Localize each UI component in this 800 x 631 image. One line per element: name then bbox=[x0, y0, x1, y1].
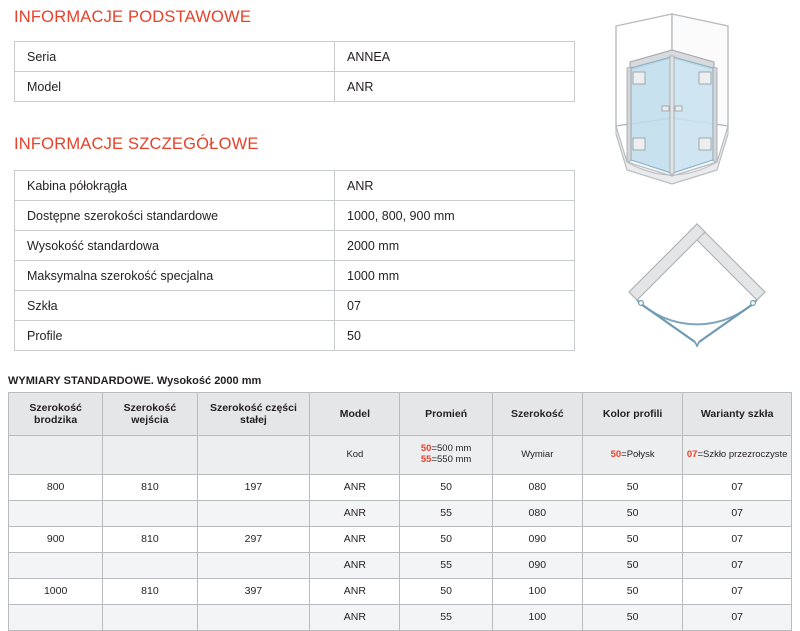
profile-color-code: 50 bbox=[610, 448, 622, 460]
dims-header-cell: Szerokość wejścia bbox=[103, 393, 197, 436]
cell-wejscie bbox=[103, 501, 197, 527]
detail-row-value: 1000, 800, 900 mm bbox=[335, 201, 575, 231]
cell-szerokosc: 100 bbox=[492, 579, 582, 605]
cell-szerokosc: 100 bbox=[492, 605, 582, 631]
detail-row-label: Kabina półokrągła bbox=[15, 171, 335, 201]
table-row bbox=[9, 553, 792, 579]
cell-szklo: 07 bbox=[683, 605, 792, 631]
dims-caption-sub: Wysokość 2000 mm bbox=[156, 375, 262, 387]
detail-row-label: Dostępne szerokości standardowe bbox=[15, 201, 335, 231]
dims-subheader-cell bbox=[103, 436, 197, 475]
dims-caption-main: WYMIARY STANDARDOWE. bbox=[8, 375, 154, 387]
cell-szerokosc: 090 bbox=[492, 527, 582, 553]
table-row bbox=[15, 321, 575, 351]
cell-model: ANR bbox=[310, 527, 400, 553]
basic-row-label: Model bbox=[15, 72, 335, 102]
dims-header-cell: Szerokość bbox=[492, 393, 582, 436]
cell-brodzik: 800 bbox=[9, 475, 103, 501]
radius-code-50: 50 bbox=[420, 443, 432, 455]
plan-curved-front bbox=[637, 300, 757, 346]
cell-stala bbox=[197, 553, 310, 579]
shower-enclosure-plan-illustration bbox=[625, 218, 775, 353]
cell-szklo: 07 bbox=[683, 553, 792, 579]
dims-header-cell: Szerokość brodzika bbox=[9, 393, 103, 436]
cell-wejscie bbox=[103, 553, 197, 579]
cell-promien: 50 bbox=[400, 579, 492, 605]
dims-header-cell: Warianty szkła bbox=[683, 393, 792, 436]
table-row bbox=[15, 291, 575, 321]
cell-stala: 197 bbox=[197, 475, 310, 501]
radius-text-50: =500 mm bbox=[431, 443, 472, 455]
detail-row-value: 50 bbox=[335, 321, 575, 351]
detail-row-value: ANR bbox=[335, 171, 575, 201]
dims-subheader-radius bbox=[400, 436, 492, 475]
radius-code-55: 55 bbox=[420, 454, 432, 465]
cell-model: ANR bbox=[310, 553, 400, 579]
dims-subheader-code: Kod bbox=[310, 436, 400, 475]
cell-szklo: 07 bbox=[683, 501, 792, 527]
cell-kolor: 50 bbox=[582, 605, 682, 631]
cell-kolor: 50 bbox=[582, 579, 682, 605]
cell-promien: 50 bbox=[400, 475, 492, 501]
cell-model: ANR bbox=[310, 501, 400, 527]
cell-brodzik: 900 bbox=[9, 527, 103, 553]
table-row bbox=[15, 231, 575, 261]
cell-stala bbox=[197, 501, 310, 527]
profile-color-text: =Połysk bbox=[621, 448, 655, 460]
table-row bbox=[15, 171, 575, 201]
basic-row-value: ANNEA bbox=[335, 42, 575, 72]
dims-header-cell: Promień bbox=[400, 393, 492, 436]
dims-subheader-color bbox=[582, 436, 682, 475]
detail-info-table bbox=[14, 170, 575, 351]
detail-row-value: 07 bbox=[335, 291, 575, 321]
dims-header-cell: Model bbox=[310, 393, 400, 436]
detail-row-label: Wysokość standardowa bbox=[15, 231, 335, 261]
table-row bbox=[9, 475, 792, 501]
cell-brodzik bbox=[9, 553, 103, 579]
dims-subheader-cell bbox=[197, 436, 310, 475]
cell-kolor: 50 bbox=[582, 527, 682, 553]
dims-header-cell: Szerokość części stałej bbox=[197, 393, 310, 436]
cell-wejscie: 810 bbox=[103, 475, 197, 501]
cell-promien: 55 bbox=[400, 605, 492, 631]
table-row bbox=[15, 72, 575, 102]
cell-brodzik: 1000 bbox=[9, 579, 103, 605]
cell-promien: 55 bbox=[400, 553, 492, 579]
table-row bbox=[15, 201, 575, 231]
cell-promien: 50 bbox=[400, 527, 492, 553]
cell-promien: 55 bbox=[400, 501, 492, 527]
table-row bbox=[9, 605, 792, 631]
dims-subheader-width: Wymiar bbox=[492, 436, 582, 475]
basic-info-table bbox=[14, 41, 575, 102]
cell-model: ANR bbox=[310, 605, 400, 631]
cell-szklo: 07 bbox=[683, 527, 792, 553]
cell-model: ANR bbox=[310, 475, 400, 501]
cell-kolor: 50 bbox=[582, 501, 682, 527]
dims-header-row bbox=[9, 393, 792, 436]
glass-variant-text: =Szkło przezroczyste bbox=[697, 448, 788, 460]
table-row bbox=[9, 527, 792, 553]
cell-brodzik bbox=[9, 501, 103, 527]
table-row bbox=[15, 261, 575, 291]
plan-pivot-icon bbox=[639, 301, 756, 306]
dims-table-caption bbox=[8, 375, 261, 387]
shower-enclosure-3d-illustration bbox=[600, 10, 790, 210]
cell-szerokosc: 080 bbox=[492, 475, 582, 501]
table-row bbox=[9, 579, 792, 605]
dims-subheader-glass bbox=[683, 436, 792, 475]
table-row bbox=[15, 42, 575, 72]
detail-row-label: Maksymalna szerokość specjalna bbox=[15, 261, 335, 291]
section-title-basic: INFORMACJE PODSTAWOWE bbox=[14, 8, 252, 26]
dims-subheader-cell bbox=[9, 436, 103, 475]
cell-wejscie: 810 bbox=[103, 579, 197, 605]
basic-row-value: ANR bbox=[335, 72, 575, 102]
cell-stala bbox=[197, 605, 310, 631]
cell-model: ANR bbox=[310, 579, 400, 605]
standard-dimensions-table bbox=[8, 392, 792, 631]
detail-row-label: Profile bbox=[15, 321, 335, 351]
section-title-detail: INFORMACJE SZCZEGÓŁOWE bbox=[14, 135, 259, 153]
basic-row-label: Seria bbox=[15, 42, 335, 72]
cell-kolor: 50 bbox=[582, 553, 682, 579]
glass-variant-code: 07 bbox=[686, 448, 698, 460]
cell-wejscie bbox=[103, 605, 197, 631]
detail-row-value: 1000 mm bbox=[335, 261, 575, 291]
cell-szklo: 07 bbox=[683, 579, 792, 605]
cell-kolor: 50 bbox=[582, 475, 682, 501]
cell-szerokosc: 080 bbox=[492, 501, 582, 527]
cell-brodzik bbox=[9, 605, 103, 631]
cell-stala: 297 bbox=[197, 527, 310, 553]
detail-row-value: 2000 mm bbox=[335, 231, 575, 261]
table-row bbox=[9, 501, 792, 527]
radius-text-55: =550 mm bbox=[431, 454, 472, 465]
cell-wejscie: 810 bbox=[103, 527, 197, 553]
plan-walls bbox=[629, 224, 765, 300]
dims-header-cell: Kolor profili bbox=[582, 393, 682, 436]
detail-row-label: Szkła bbox=[15, 291, 335, 321]
dims-subheader-row bbox=[9, 436, 792, 475]
cell-stala: 397 bbox=[197, 579, 310, 605]
cell-szklo: 07 bbox=[683, 475, 792, 501]
cell-szerokosc: 090 bbox=[492, 553, 582, 579]
